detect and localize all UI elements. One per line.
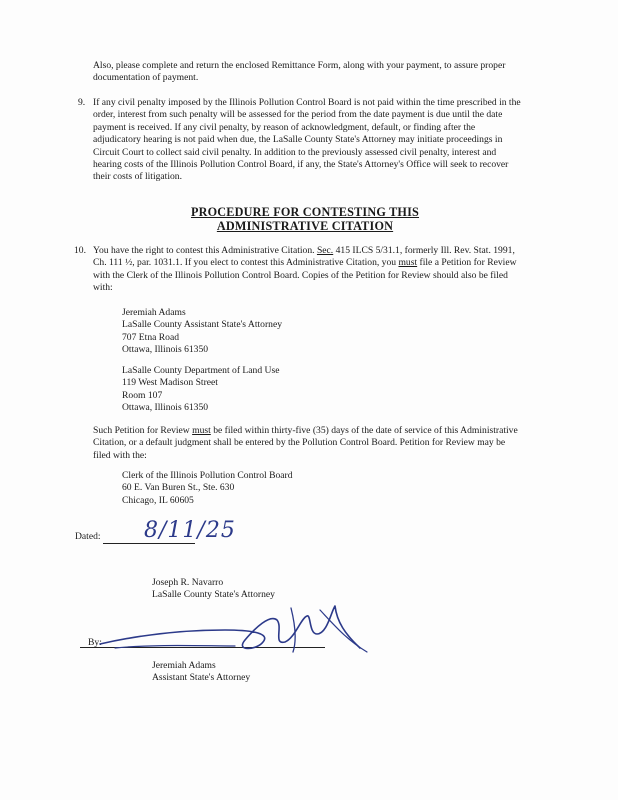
paragraph-line: with: [93,282,113,294]
clerk-address [122,470,293,507]
remittance-paragraph [93,60,541,85]
heading-line-2: ADMINISTRATIVE CITATION [216,219,394,233]
item-9-paragraph [93,97,541,184]
paragraph-line: adjudicatory hearing is not paid when due, the LaSalle County State's Attorney may initiate proceedings in [93,134,503,146]
address-line: Ottawa, Illinois 61350 [122,402,209,414]
item-number: 9. [78,97,86,108]
address-line: LaSalle County Assistant State's Attorney [122,319,283,331]
attorney-title: LaSalle County State's Attorney [152,589,275,600]
dated-label: Dated: [75,531,101,542]
signer-title: Assistant State's Attorney [152,672,251,683]
text-segment: Ch. 111 ½, par. 1031.1. If you elect to contest this Administrative Citation, you [93,257,399,269]
paragraph-line: payment is received. If any civil penalty, by reason of acknowledgment, default, or finding after the [93,121,476,133]
address-line: LaSalle County Department of Land Use [122,365,280,376]
paragraph-line: hearing costs of the Illinois Pollution Control Board, if any, the State's Attorney's Office will seek to recover [93,159,509,171]
item-10-paragraph [93,245,541,295]
paragraph-line: Circuit Court to collect said civil penalty. In addition to the previously assessed civil penalty, interest and [93,146,497,158]
address-line: Jeremiah Adams [122,307,186,318]
item-number: 10. [74,245,86,256]
address-line: 119 West Madison Street [122,377,218,389]
date-line [103,543,195,544]
text-segment: be filed within thirty-five (35) days of the date of service of this Administrative [210,425,518,436]
address-line: Clerk of the Illinois Pollution Control Board [122,470,293,481]
paragraph-line: their costs of litigation. [93,171,182,183]
underlined-text: Sec. [316,245,334,256]
handwritten-date: 8/11/25 [144,518,236,543]
underlined-text: must [398,257,418,269]
paragraph-line: Citation, or a default judgment shall be entered by the Pollution Control Board. Petition for Review may be [93,437,506,449]
attorney-address [122,307,282,357]
filing-paragraph [93,425,541,462]
address-line: Ottawa, Illinois 61350 [122,344,209,356]
text-segment: You have the right to contest this Administrative Citation. [93,245,317,256]
address-line: 60 E. Van Buren St., Ste. 630 [122,482,235,494]
text-segment: Such Petition for Review [93,425,193,436]
handwritten-signature [95,600,375,660]
signer-name: Jeremiah Adams [152,660,216,671]
paragraph-line [93,257,541,269]
text-segment: 415 ILCS 5/31.1, formerly Ill. Rev. Stat. 1991, [333,245,515,256]
paragraph-line: documentation of payment. [93,72,199,84]
land-use-address [122,365,279,415]
attorney-name: Joseph R. Navarro [152,577,224,588]
section-heading [120,205,490,233]
address-line: 707 Etna Road [122,331,180,343]
paragraph-line: with the Clerk of the Illinois Pollution Control Board. Copies of the Petition for Review should also be filed [93,269,508,281]
paragraph-line: order, interest from such penalty will be assessed for the period from the date payment is due until the date [93,109,503,121]
paragraph-line [93,245,541,257]
address-line: Room 107 [122,389,163,401]
by-label: By: [88,637,102,648]
paragraph-line: Also, please complete and return the enclosed Remittance Form, along with your payment, to assure proper [93,60,506,71]
underlined-text: must [192,425,211,436]
paragraph-line: If any civil penalty imposed by the Illinois Pollution Control Board is not paid within the time prescribed in the [93,97,521,108]
text-segment: file a Petition for Review [417,257,517,269]
paragraph-line [93,425,541,437]
paragraph-line: filed with the: [93,449,147,461]
address-line: Chicago, IL 60605 [122,494,194,506]
heading-line-1: PROCEDURE FOR CONTESTING THIS [190,205,420,219]
